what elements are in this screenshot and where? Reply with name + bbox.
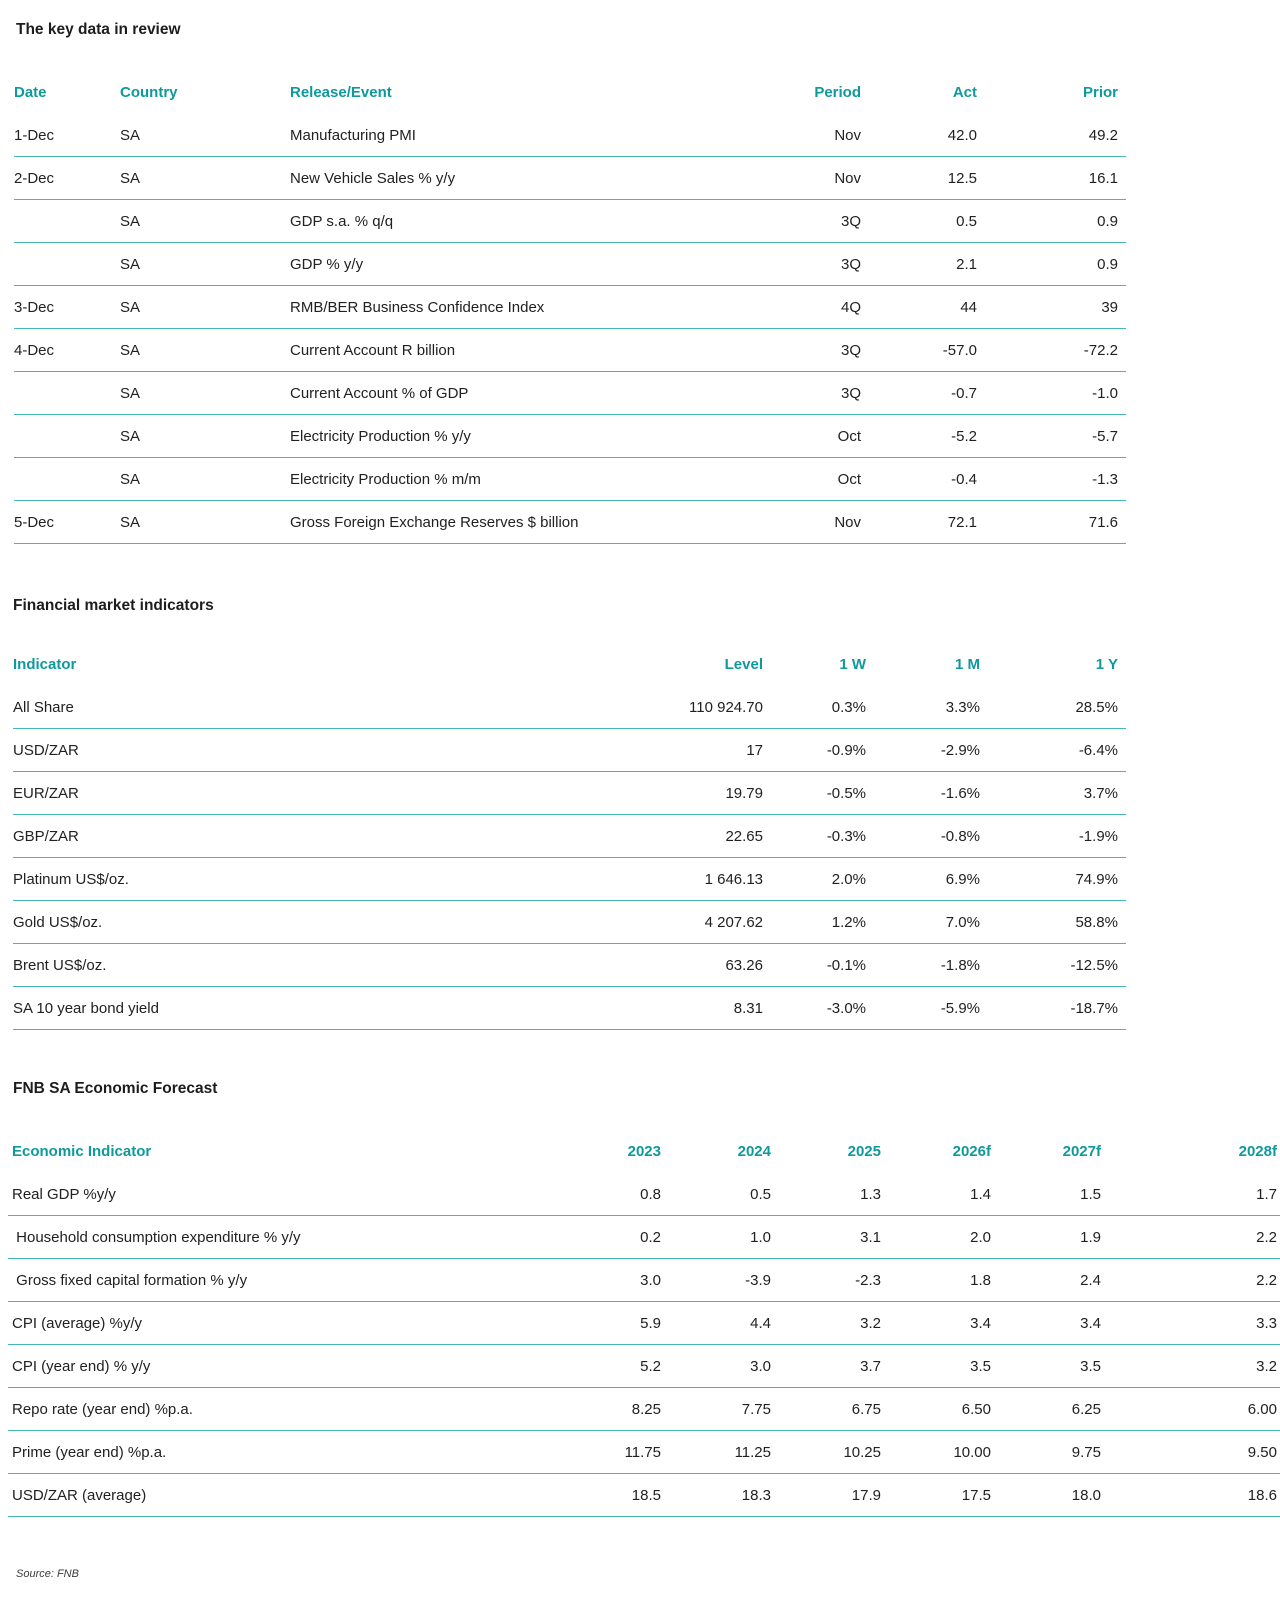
table-cell: -0.1% [763,944,866,987]
table-cell: 3.5 [991,1345,1101,1388]
table-body [14,114,1126,544]
table-cell: -18.7% [980,987,1126,1030]
table-cell: 0.9 [977,243,1126,286]
table-cell: Current Account % of GDP [290,372,710,415]
column-header-2027f: 2027f [1062,1142,1101,1160]
table-cell: SA [120,200,290,243]
table-header [14,70,1126,114]
table-cell: 71.6 [977,501,1126,544]
table-cell: 2.2 [1101,1259,1280,1302]
table-cell: 6.75 [771,1388,881,1431]
table-cell: 4-Dec [14,329,120,372]
table-cell: 63.26 [503,944,763,987]
table-cell: 3.0 [552,1259,661,1302]
table-row [8,1345,1280,1388]
column-header-country: Country [120,83,178,101]
table-cell: 0.5 [861,200,977,243]
table-cell [14,372,120,415]
economic-forecast-table [8,1129,1280,1517]
table-row [13,772,1126,815]
table-row [14,243,1126,286]
table-cell: 5.9 [552,1302,661,1345]
table-cell: Nov [710,157,861,200]
table-cell: SA [120,243,290,286]
table-cell: GBP/ZAR [13,815,503,858]
table-cell: 18.3 [661,1474,771,1517]
table-cell: Nov [710,501,861,544]
table-cell [14,243,120,286]
table-cell: -2.9% [866,729,980,772]
section-title-key-data: The key data in review [16,21,181,38]
table-cell: -1.0 [977,372,1126,415]
table-row [8,1302,1280,1345]
table-cell: Repo rate (year end) %p.a. [8,1388,552,1431]
table-cell: 8.25 [552,1388,661,1431]
table-cell: 6.00 [1101,1388,1280,1431]
table-cell: -0.4 [861,458,977,501]
table-row [13,944,1126,987]
table-cell: -57.0 [861,329,977,372]
column-header-2025: 2025 [847,1142,881,1160]
table-cell: 110 924.70 [503,686,763,729]
table-cell: Oct [710,458,861,501]
column-header-level: Level [724,655,763,673]
column-header-act: Act [952,83,977,101]
table-cell: 11.25 [661,1431,771,1474]
table-cell: 3.4 [991,1302,1101,1345]
table-row [8,1173,1280,1216]
table-cell: SA [120,114,290,157]
table-row [8,1474,1280,1517]
table-cell: 4Q [710,286,861,329]
table-row [8,1431,1280,1474]
table-cell [14,200,120,243]
table-row [8,1259,1280,1302]
table-cell: Real GDP %y/y [8,1173,552,1216]
table-cell: 18.0 [991,1474,1101,1517]
table-cell: 7.75 [661,1388,771,1431]
table-row [8,1388,1280,1431]
table-cell: Brent US$/oz. [13,944,503,987]
table-cell: SA [120,157,290,200]
column-header-2026f: 2026f [952,1142,991,1160]
table-row [13,858,1126,901]
table-cell: 3Q [710,243,861,286]
table-cell: 6.9% [866,858,980,901]
table-cell: Nov [710,114,861,157]
table-cell: 2.0 [881,1216,991,1259]
table-cell: SA [120,458,290,501]
table-cell: -5.9% [866,987,980,1030]
table-cell: Electricity Production % m/m [290,458,710,501]
header-row [13,642,1126,686]
table-cell: 2.2 [1101,1216,1280,1259]
table-row [13,901,1126,944]
financial-markets-table [13,642,1126,1030]
table-row [14,329,1126,372]
table-row [13,686,1126,729]
column-header-1w: 1 W [839,655,866,673]
table-cell: EUR/ZAR [13,772,503,815]
table-cell: 1-Dec [14,114,120,157]
table-cell: 0.9 [977,200,1126,243]
table-cell: -1.8% [866,944,980,987]
header-row [8,1129,1280,1173]
table-cell: 1.0 [661,1216,771,1259]
table-cell: 42.0 [861,114,977,157]
table-cell: 1.3 [771,1173,881,1216]
table-cell: 10.25 [771,1431,881,1474]
table-cell: 19.79 [503,772,763,815]
table-cell: 39 [977,286,1126,329]
table-cell: -12.5% [980,944,1126,987]
table-cell: SA 10 year bond yield [13,987,503,1030]
table-row [14,114,1126,157]
table-header [13,642,1126,686]
table-cell: 12.5 [861,157,977,200]
table-cell [14,458,120,501]
table-cell: Oct [710,415,861,458]
table-cell: 3.7% [980,772,1126,815]
column-header-2028f: 2028f [1238,1142,1277,1160]
table-row [14,286,1126,329]
table-cell: 18.5 [552,1474,661,1517]
table-cell: 17 [503,729,763,772]
table-cell: -0.8% [866,815,980,858]
table-cell: 3.3 [1101,1302,1280,1345]
table-cell: 6.50 [881,1388,991,1431]
table-row [14,372,1126,415]
column-header-release: Release/Event [290,83,392,101]
table-row [14,415,1126,458]
table-cell: 74.9% [980,858,1126,901]
table-cell: -6.4% [980,729,1126,772]
table-row [14,157,1126,200]
table-cell: 1.9 [991,1216,1101,1259]
table-row [8,1216,1280,1259]
table-cell: 18.6 [1101,1474,1280,1517]
column-header-economic-indicator: Economic Indicator [12,1142,152,1160]
table-cell: 3.1 [771,1216,881,1259]
table-cell: 8.31 [503,987,763,1030]
table-cell: 3.2 [1101,1345,1280,1388]
table-cell: 0.3% [763,686,866,729]
table-cell: 2.0% [763,858,866,901]
table-row [13,987,1126,1030]
table-cell: -2.3 [771,1259,881,1302]
table-cell: 3.4 [881,1302,991,1345]
table-cell: 1 646.13 [503,858,763,901]
table-cell: 49.2 [977,114,1126,157]
column-header-2024: 2024 [737,1142,771,1160]
table-cell: CPI (year end) % y/y [8,1345,552,1388]
section-title-economic-forecast: FNB SA Economic Forecast [13,1080,218,1097]
table-cell: 2-Dec [14,157,120,200]
table-cell: -0.7 [861,372,977,415]
table-body [8,1173,1280,1517]
table-row [13,729,1126,772]
table-cell: All Share [13,686,503,729]
table-cell: SA [120,286,290,329]
table-cell: -72.2 [977,329,1126,372]
column-header-prior: Prior [1082,83,1118,101]
table-row [14,458,1126,501]
table-cell: 4.4 [661,1302,771,1345]
table-cell: 2.4 [991,1259,1101,1302]
table-row [14,501,1126,544]
table-cell: 5.2 [552,1345,661,1388]
table-cell: 1.8 [881,1259,991,1302]
table-cell: 17.5 [881,1474,991,1517]
column-header-period: Period [814,83,861,101]
table-cell: SA [120,329,290,372]
table-body [13,686,1126,1030]
table-cell: SA [120,501,290,544]
table-cell: 3Q [710,372,861,415]
column-header-2023: 2023 [627,1142,661,1160]
table-cell: USD/ZAR (average) [8,1474,552,1517]
table-cell: SA [120,372,290,415]
table-cell: -0.9% [763,729,866,772]
table-cell: Gold US$/oz. [13,901,503,944]
table-row [13,815,1126,858]
section-title-financial-markets: Financial market indicators [13,597,214,614]
table-cell: GDP % y/y [290,243,710,286]
source-note: Source: FNB [16,1568,79,1580]
table-cell: 0.2 [552,1216,661,1259]
table-header [8,1129,1280,1173]
table-cell: -1.3 [977,458,1126,501]
table-cell: -0.3% [763,815,866,858]
table-cell [14,415,120,458]
table-cell: Gross fixed capital formation % y/y [8,1259,552,1302]
table-cell: Gross Foreign Exchange Reserves $ billion [290,501,710,544]
column-header-indicator: Indicator [13,655,77,673]
table-cell: -0.5% [763,772,866,815]
table-cell: Platinum US$/oz. [13,858,503,901]
table-cell: 44 [861,286,977,329]
table-cell: New Vehicle Sales % y/y [290,157,710,200]
table-cell: 11.75 [552,1431,661,1474]
table-cell: RMB/BER Business Confidence Index [290,286,710,329]
table-cell: 16.1 [977,157,1126,200]
table-cell: 2.1 [861,243,977,286]
table-cell: 0.8 [552,1173,661,1216]
table-cell: 4 207.62 [503,901,763,944]
table-cell: 1.4 [881,1173,991,1216]
table-cell: -3.9 [661,1259,771,1302]
column-header-1y: 1 Y [1095,655,1118,673]
table-cell: Prime (year end) %p.a. [8,1431,552,1474]
table-cell: 9.75 [991,1431,1101,1474]
table-cell: 7.0% [866,901,980,944]
table-row [14,200,1126,243]
table-cell: 3.3% [866,686,980,729]
table-cell: USD/ZAR [13,729,503,772]
column-header-date: Date [14,83,47,101]
table-cell: 10.00 [881,1431,991,1474]
table-cell: -5.7 [977,415,1126,458]
table-cell: 3.5 [881,1345,991,1388]
table-cell: CPI (average) %y/y [8,1302,552,1345]
table-cell: 22.65 [503,815,763,858]
table-cell: 1.7 [1101,1173,1280,1216]
table-cell: 3-Dec [14,286,120,329]
table-cell: 72.1 [861,501,977,544]
table-cell: -3.0% [763,987,866,1030]
table-cell: Manufacturing PMI [290,114,710,157]
table-cell: Electricity Production % y/y [290,415,710,458]
table-cell: 3Q [710,329,861,372]
table-cell: Current Account R billion [290,329,710,372]
table-cell: SA [120,415,290,458]
table-cell: 1.5 [991,1173,1101,1216]
table-cell: 3.0 [661,1345,771,1388]
table-cell: -5.2 [861,415,977,458]
table-cell: 1.2% [763,901,866,944]
key-data-table [14,70,1126,544]
table-cell: 0.5 [661,1173,771,1216]
table-cell: 17.9 [771,1474,881,1517]
table-cell: 5-Dec [14,501,120,544]
table-cell: 28.5% [980,686,1126,729]
table-cell: 58.8% [980,901,1126,944]
table-cell: -1.6% [866,772,980,815]
table-cell: 3Q [710,200,861,243]
table-cell: 6.25 [991,1388,1101,1431]
table-cell: GDP s.a. % q/q [290,200,710,243]
column-header-1m: 1 M [954,655,980,673]
report-page [0,21,1280,1597]
table-cell: 3.7 [771,1345,881,1388]
table-cell: -1.9% [980,815,1126,858]
table-cell: 9.50 [1101,1431,1280,1474]
table-cell: 3.2 [771,1302,881,1345]
header-row [14,70,1126,114]
table-cell: Household consumption expenditure % y/y [8,1216,552,1259]
